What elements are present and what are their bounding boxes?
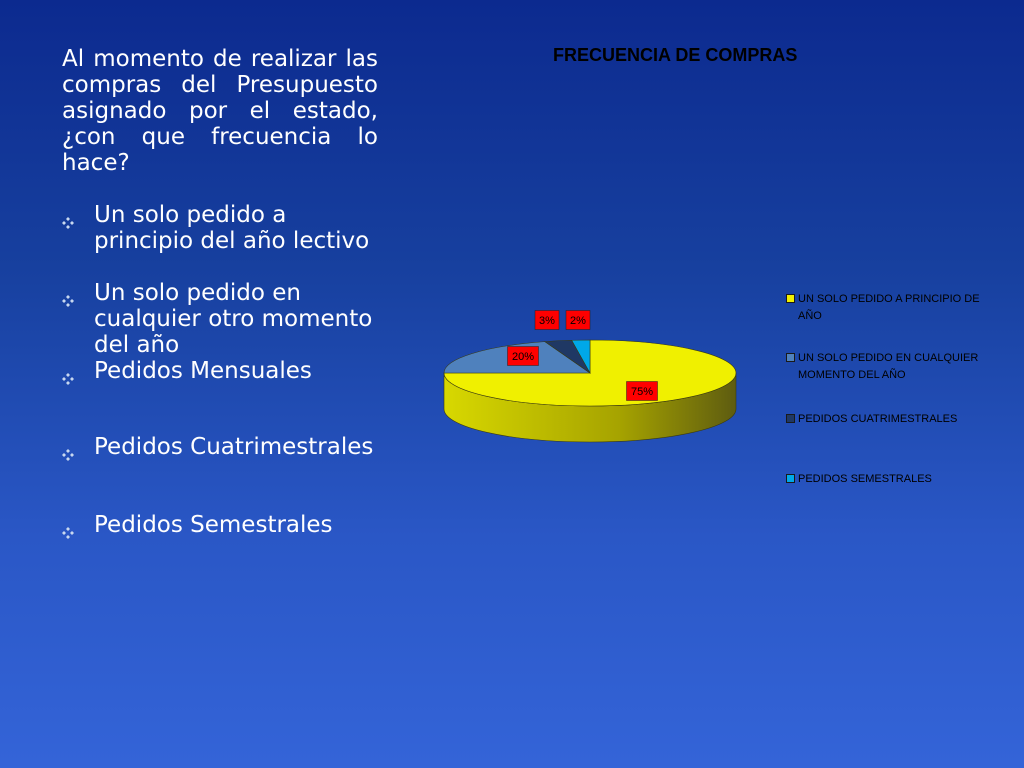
text-panel [62, 46, 378, 538]
legend-swatch [786, 414, 795, 423]
data-label: 2% [570, 315, 586, 327]
data-label: 20% [511, 351, 535, 363]
bullet-text: Un solo pedido en cualquier otro momento del año [94, 280, 373, 358]
four-diamond-bullet-icon [62, 365, 74, 391]
four-diamond-bullet-icon [62, 441, 74, 467]
data-label: 3% [539, 315, 555, 327]
legend-label: UN SOLO PEDIDO EN CUALQUIER MOMENTO DEL AÑO [798, 352, 979, 381]
bullet-item [62, 512, 378, 538]
bullet-text: Pedidos Semestrales [94, 512, 333, 538]
four-diamond-bullet-icon [62, 209, 74, 235]
bullet-item [62, 280, 378, 358]
bullet-list [62, 202, 378, 538]
legend-swatch [786, 474, 795, 483]
chart-title: FRECUENCIA DE COMPRAS [553, 45, 798, 65]
data-label: 75% [630, 386, 654, 398]
bullet-item [62, 434, 378, 460]
legend-item [786, 350, 986, 384]
question-text: Al momento de realizar las compras del Presupuesto asignado por el estado, ¿con que frecuencia lo hace? [62, 46, 378, 176]
legend-label: PEDIDOS CUATRIMESTRALES [798, 413, 958, 425]
legend-label: UN SOLO PEDIDO A PRINCIPIO DE AÑO [798, 293, 980, 322]
legend-swatch [786, 294, 795, 303]
bullet-text: Pedidos Cuatrimestrales [94, 434, 374, 460]
bullet-item [62, 358, 378, 384]
bullet-text: Un solo pedido a principio del año lectivo [94, 202, 370, 254]
four-diamond-bullet-icon [62, 519, 74, 545]
legend-item [786, 291, 986, 325]
bullet-item [62, 202, 378, 254]
pie-chart [420, 300, 760, 460]
four-diamond-bullet-icon [62, 287, 74, 313]
legend-item [786, 471, 986, 488]
legend-label: PEDIDOS SEMESTRALES [798, 473, 932, 485]
legend-swatch [786, 353, 795, 362]
bullet-text: Pedidos Mensuales [94, 358, 312, 384]
legend-item [786, 411, 986, 428]
